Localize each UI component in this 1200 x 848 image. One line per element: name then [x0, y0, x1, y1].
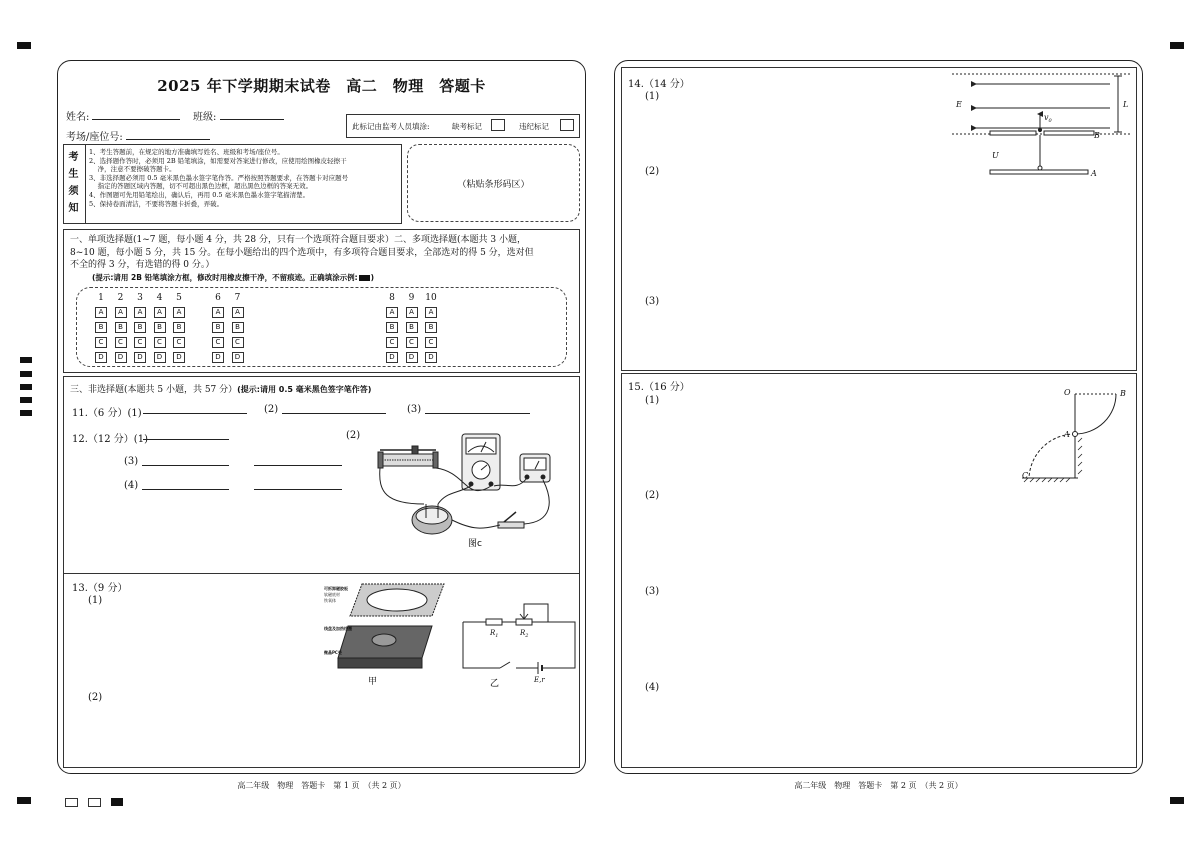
mc-bubble-9-A[interactable]: A: [406, 307, 418, 318]
q11-part2: (2): [264, 404, 279, 415]
mc-bubble-2-C[interactable]: C: [115, 337, 127, 348]
mc-bubble-9-C[interactable]: C: [406, 337, 418, 348]
plate-a-label: A: [1091, 169, 1097, 178]
fig-label-soft-magnet: 软磁底材: [324, 592, 340, 597]
mc-bubble-9-D[interactable]: D: [406, 352, 418, 363]
mc-bubble-1-A[interactable]: A: [95, 307, 107, 318]
mc-bubble-8-A[interactable]: A: [386, 307, 398, 318]
mc-question-number: 9: [408, 293, 415, 303]
point-c-label: C: [1022, 471, 1029, 480]
point-b-label: B: [1120, 389, 1126, 398]
q15-part2: (2): [645, 490, 660, 501]
mc-question-7: [232, 293, 244, 363]
q13-induction-cooker-figure: [322, 582, 450, 688]
mc-bubble-2-B[interactable]: B: [115, 322, 127, 333]
q15-label: 15.（16 分）: [628, 382, 690, 393]
mc-bubble-1-D[interactable]: D: [95, 352, 107, 363]
q12-figure-caption: 图c: [468, 539, 482, 549]
switch: [498, 512, 524, 528]
mc-bubble-4-A[interactable]: A: [154, 307, 166, 318]
mc-bubble-10-D[interactable]: D: [425, 352, 437, 363]
timing-mark: [20, 371, 32, 377]
timing-mark: [20, 397, 32, 403]
fig-label-ferrite: 铁氧体: [324, 598, 336, 603]
e-field-label: E: [956, 100, 962, 109]
mc-question-4: [154, 293, 166, 363]
proctor-text: 此标记由监考人员填涂:: [352, 122, 430, 131]
violation-checkbox[interactable]: [560, 119, 574, 131]
mc-bubble-7-C[interactable]: C: [232, 337, 244, 348]
mc-bubble-5-C[interactable]: C: [173, 337, 185, 348]
mc-bubble-8-D[interactable]: D: [386, 352, 398, 363]
mc-header: 一、单项选择题(1~7 题，每小题 4 分，共 28 分，只有一个选项符合题目要求）二、多项选择题(本题共 3 小题， 8~10 题，每小题 5 分，共 15 分。在每小题给出的四个选项中，有多项符合题目要求，全部选对的得 5 分，选对但 不全的得 3 分，有选错的得 0 分。）: [70, 235, 534, 270]
er-label: E,r: [534, 676, 545, 684]
mc-question-6: [212, 293, 224, 363]
mc-bubble-2-A[interactable]: A: [115, 307, 127, 318]
mc-bubble-8-B[interactable]: B: [386, 322, 398, 333]
q14-part3: (3): [645, 296, 660, 307]
section3-header: 三、非选择题(本题共 5 小题，共 57 分）(提示:请用 0.5 毫米黑色签字笔作答): [70, 385, 372, 395]
mc-bubble-1-C[interactable]: C: [95, 337, 107, 348]
u-label: U: [992, 151, 999, 160]
q11-label: 11.（6 分）(1): [72, 408, 142, 419]
fig-label-magnet-plate: 可拆卸磁胶板: [324, 586, 348, 591]
mc-question-number: 5: [176, 293, 182, 303]
mc-bubble-5-D[interactable]: D: [173, 352, 185, 363]
q12-answer-1[interactable]: [143, 439, 229, 440]
page-indicator-filled: [111, 798, 123, 806]
q14-label: 14.（14 分）: [628, 79, 690, 90]
barcode-label: （粘贴条形码区）: [457, 180, 530, 190]
absent-label: 缺考标记: [452, 122, 482, 131]
mc-bubble-7-B[interactable]: B: [232, 322, 244, 333]
class-label: 班级:: [193, 112, 217, 123]
mc-bubble-6-D[interactable]: D: [212, 352, 224, 363]
multimeter: [462, 434, 500, 490]
l-label: L: [1123, 100, 1129, 109]
timing-mark: [17, 797, 31, 804]
mc-question-3: [134, 293, 146, 363]
q13-circuit-figure: [460, 600, 580, 688]
fig-label-pc-shell: 微晶PC壳: [324, 650, 342, 655]
seat-field[interactable]: [126, 139, 210, 140]
r1-label: $R_1$: [490, 629, 499, 639]
page-indicator-box: [88, 798, 101, 807]
mc-bubble-4-D[interactable]: D: [154, 352, 166, 363]
mc-bubble-2-D[interactable]: D: [115, 352, 127, 363]
mc-bubble-8-C[interactable]: C: [386, 337, 398, 348]
q15-part4: (4): [645, 682, 660, 693]
q11-answer-3[interactable]: [425, 413, 530, 414]
q12-answer-3b[interactable]: [254, 465, 342, 466]
q12-q13-separator: [63, 573, 580, 574]
timing-mark: [1170, 797, 1184, 804]
mc-bubble-area: [76, 287, 567, 367]
fruit-battery: [412, 504, 452, 534]
q13-fig-a-caption: 甲: [368, 677, 378, 687]
point-o-label: O: [1064, 388, 1071, 397]
mc-bubble-7-A[interactable]: A: [232, 307, 244, 318]
mc-bubble-1-B[interactable]: B: [95, 322, 107, 333]
mc-bubble-3-A[interactable]: A: [134, 307, 146, 318]
fig-label-coil: 线盘及加热线圈: [324, 626, 352, 631]
mc-question-8: [386, 293, 398, 363]
mc-bubble-5-B[interactable]: B: [173, 322, 185, 333]
q14-part2: (2): [645, 166, 660, 177]
notice-text: 1、考生答题前，在规定的地方准确填写姓名、班级和考场/座位号。 2、选择题作答时，必须用 2B 铅笔填涂，如需要对答案进行修改，应使用绘图橡皮轻擦干 净，注意不要擦破答题卡。 3、非选择题必须用 0.5 毫米黑色墨水签字笔作答。严格按照答题要求，在答题卡对应题号 指定的答题区域内答题，切不可超出黑色边框，超出黑色边框的答案无效。 4、作图题可先用铅笔绘出，确认后，再用 0.5 毫米黑色墨水签字笔描清楚。 5、保持卷面清洁，不要将答题卡折叠，弄破。: [89, 148, 349, 208]
mc-question-5: [173, 293, 185, 363]
mc-bubble-4-C[interactable]: C: [154, 337, 166, 348]
mc-question-number: 7: [234, 293, 241, 303]
absent-checkbox[interactable]: [491, 119, 505, 131]
mc-question-1: [95, 293, 107, 363]
page1-footer: 高二年级 物理 答题卡 第 1 页 （共 2 页）: [237, 781, 406, 790]
mc-question-number: 10: [425, 293, 437, 303]
page2-footer: 高二年级 物理 答题卡 第 2 页 （共 2 页）: [794, 781, 963, 790]
q14-field-figure: [948, 68, 1134, 182]
q11-answer-2[interactable]: [282, 413, 386, 414]
mc-hint: (提示:请用 2B 铅笔填涂方框，修改时用橡皮擦干净，不留痕迹。正确填涂示例: ): [92, 273, 375, 282]
plate-b-label: B: [1094, 131, 1100, 140]
mc-question-number: 4: [156, 293, 163, 303]
mc-bubble-10-C[interactable]: C: [425, 337, 437, 348]
mc-bubble-5-A[interactable]: A: [173, 307, 185, 318]
v0-label: $v_0$: [1044, 113, 1052, 124]
mc-question-number: 8: [389, 293, 395, 303]
mc-question-number: 2: [117, 293, 124, 303]
mc-question-number: 1: [98, 293, 104, 303]
q15-part1: (1): [645, 395, 660, 406]
mc-bubble-6-B[interactable]: B: [212, 322, 224, 333]
mc-bubble-3-D[interactable]: D: [134, 352, 146, 363]
mc-question-10: [425, 293, 437, 363]
q15-part3: (3): [645, 586, 660, 597]
q12-answer-4a[interactable]: [142, 489, 229, 490]
mc-bubble-10-B[interactable]: B: [425, 322, 437, 333]
q13-part1: (1): [88, 595, 103, 606]
mc-bubble-9-B[interactable]: B: [406, 322, 418, 333]
name-field[interactable]: [92, 119, 180, 120]
rheostat: [378, 446, 438, 468]
mc-question-number: 6: [215, 293, 221, 303]
page-title: 2025 年下学期期末试卷 高二 物理 答题卡: [157, 77, 486, 95]
mc-bubble-6-C[interactable]: C: [212, 337, 224, 348]
q12-answer-3a[interactable]: [142, 465, 229, 466]
timing-mark: [20, 410, 32, 416]
q12-label: 12.（12 分）(1): [72, 434, 148, 445]
timing-mark: [20, 357, 32, 363]
mc-bubble-4-B[interactable]: B: [154, 322, 166, 333]
mc-question-9: [406, 293, 418, 363]
q12-part3: (3): [124, 456, 139, 467]
mc-question-2: [115, 293, 127, 363]
mc-question-number: 3: [137, 293, 143, 303]
q12-answer-4b[interactable]: [254, 489, 342, 490]
mc-bubble-7-D[interactable]: D: [232, 352, 244, 363]
point-a-label: A: [1064, 430, 1070, 439]
mc-bubble-10-A[interactable]: A: [425, 307, 437, 318]
page-indicator-box: [65, 798, 78, 807]
violation-label: 违纪标记: [519, 122, 549, 131]
q11-answer-1[interactable]: [143, 413, 247, 414]
q12-part2: (2): [346, 430, 361, 441]
q13-fig-b-caption: 乙: [490, 679, 500, 688]
class-field[interactable]: [220, 119, 284, 120]
q14-part1: (1): [645, 91, 660, 102]
galvanometer: [520, 454, 550, 482]
mc-bubble-3-B[interactable]: B: [134, 322, 146, 333]
q12-part4: (4): [124, 480, 139, 491]
r2-label: $R_2$: [520, 629, 529, 639]
seat-label: 考场/座位号:: [66, 132, 123, 143]
timing-mark: [20, 384, 32, 390]
q13-part2: (2): [88, 692, 103, 703]
mc-bubble-3-C[interactable]: C: [134, 337, 146, 348]
timing-mark: [1170, 42, 1184, 49]
mc-bubble-6-A[interactable]: A: [212, 307, 224, 318]
q15-track-figure: [1016, 380, 1134, 486]
q12-circuit-figure: [376, 432, 572, 550]
name-label: 姓名:: [66, 112, 90, 123]
q11-part3: (3): [407, 404, 422, 415]
q13-label: 13.（9 分）: [72, 583, 128, 594]
notice-label: 考 生 须 知: [68, 152, 79, 214]
timing-mark: [17, 42, 31, 49]
